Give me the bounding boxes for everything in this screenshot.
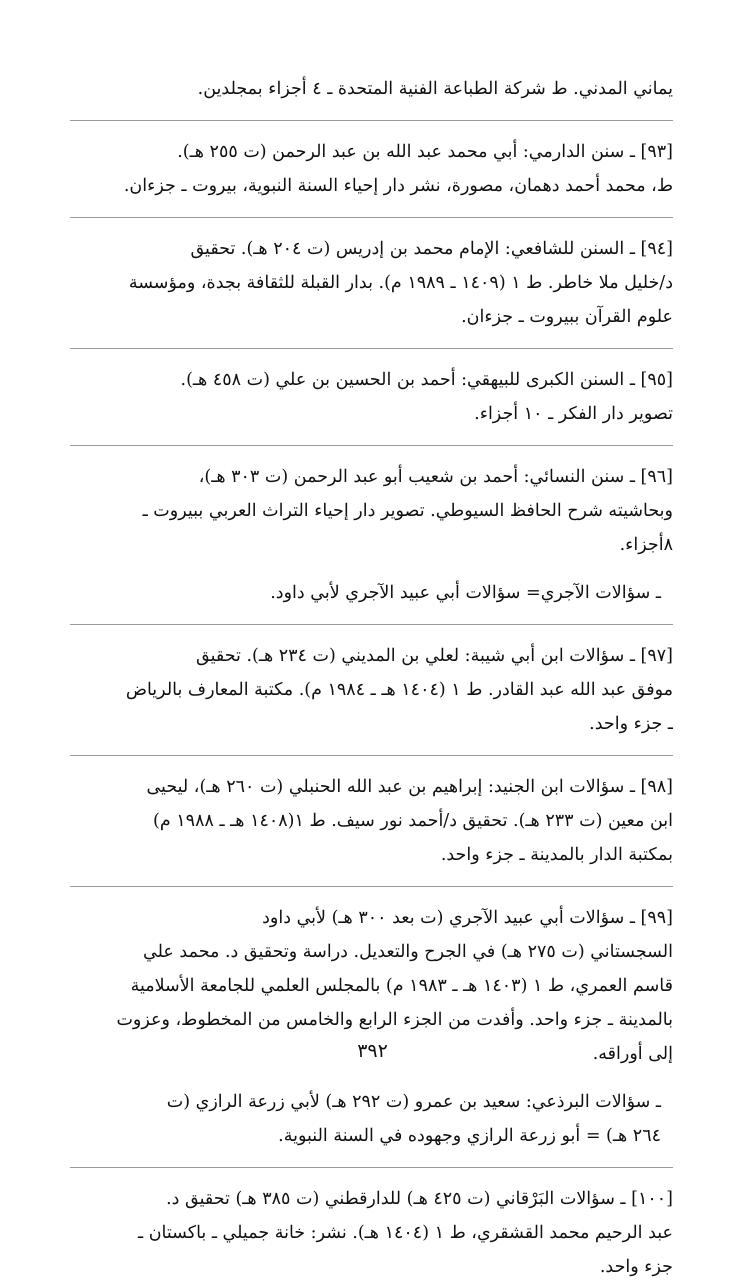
entry-line: [٩٥] ـ السنن الكبرى للبيهقي: أحمد بن الحسين بن علي (ت ٤٥٨ هـ). xyxy=(180,370,673,390)
entry-line: [٩٨] ـ سؤالات ابن الجنيد: إبراهيم بن عبد الله الحنبلي (ت ٢٦٠ هـ)، ليحيى xyxy=(146,777,673,797)
entry-divider xyxy=(70,1167,673,1168)
entry-line: [٩٤] ـ السنن للشافعي: الإمام محمد بن إدريس (ت ٢٠٤ هـ). تحقيق xyxy=(190,239,673,259)
bibliography-entry xyxy=(70,770,673,872)
bibliography-entry xyxy=(70,1182,673,1284)
entry-line: يماني المدني. ط شركة الطباعة الفنية المتحدة ـ ٤ أجزاء بمجلدين. xyxy=(197,79,673,99)
entry-line: [٩٦] ـ سنن النسائي: أحمد بن شعيب أبو عبد الرحمن (ت ٣٠٣ هـ)، xyxy=(198,467,673,487)
entry-line: [١٠٠] ـ سؤالات البَرْقاني (ت ٤٢٥ هـ) للدارقطني (ت ٣٨٥ هـ) تحقيق د. xyxy=(166,1189,673,1209)
entry-divider xyxy=(70,445,673,446)
entry-line: ٢٦٤ هـ) = أبو زرعة الرازي وجهوده في السنة النبوية. xyxy=(278,1126,661,1146)
cross-reference-entry xyxy=(70,576,673,610)
entry-line: [٩٣] ـ سنن الدارمي: أبي محمد عبد الله بن عبد الرحمن (ت ٢٥٥ هـ). xyxy=(177,142,673,162)
entry-line: جزء واحد. xyxy=(599,1257,673,1277)
entry-line: ٨أجزاء. xyxy=(619,535,673,555)
entry-divider xyxy=(70,624,673,625)
entry-line: ـ سؤالات البرذعي: سعيد بن عمرو (ت ٢٩٢ هـ) لأبي زرعة الرازي (ت xyxy=(166,1092,661,1112)
entry-divider xyxy=(70,120,673,121)
entry-line: قاسم العمري، ط ١ (١٤٠٣ هـ ـ ١٩٨٣ م) بالمجلس العلمي للجامعة الأسلامية xyxy=(130,976,673,996)
entry-divider xyxy=(70,348,673,349)
bibliography-entry xyxy=(70,460,673,562)
bibliography-entry xyxy=(70,363,673,431)
bibliography-list xyxy=(70,72,673,1284)
entry-line: [٩٧] ـ سؤالات ابن أبي شيبة: لعلي بن المديني (ت ٢٣٤ هـ). تحقيق xyxy=(196,646,673,666)
page-number: ٣٩٢ xyxy=(357,1040,388,1062)
entry-divider xyxy=(70,886,673,887)
entry-line: ـ جزء واحد. xyxy=(589,714,673,734)
entry-line: [٩٩] ـ سؤالات أبي عبيد الآجري (ت بعد ٣٠٠ هـ) لأبي داود xyxy=(262,908,673,928)
entry-line: تصوير دار الفكر ـ ١٠ أجزاء. xyxy=(474,404,673,424)
entry-line: ط، محمد أحمد دهمان، مصورة، نشر دار إحياء السنة النبوية، بيروت ـ جزءان. xyxy=(123,176,673,196)
bibliography-entry xyxy=(70,639,673,741)
entry-divider xyxy=(70,217,673,218)
entry-line: موفق عبد الله عبد القادر. ط ١ (١٤٠٤ هـ ـ ١٩٨٤ م). مكتبة المعارف بالرياض xyxy=(125,680,673,700)
entry-line: السجستاني (ت ٢٧٥ هـ) في الجرح والتعديل. دراسة وتحقيق د. محمد علي xyxy=(143,942,673,962)
entry-line: ـ سؤالات الآجري= سؤالات أبي عبيد الآجري لأبي داود. xyxy=(270,583,661,603)
bibliography-entry xyxy=(70,135,673,203)
entry-line: عبد الرحيم محمد القشقري، ط ١ (١٤٠٤ هـ). نشر: خانة جميلي ـ باكستان ـ xyxy=(138,1223,673,1243)
entry-line: علوم القرآن ببيروت ـ جزءان. xyxy=(461,307,673,327)
entry-line: وبحاشيته شرح الحافظ السيوطي. تصوير دار إحياء التراث العربي ببيروت ـ xyxy=(142,501,673,521)
bibliography-entry xyxy=(70,232,673,334)
cross-reference-entry xyxy=(70,1085,673,1153)
entry-line: د/خليل ملا خاطر. ط ١ (١٤٠٩ ـ ١٩٨٩ م). بدار القبلة للثقافة بجدة، ومؤسسة xyxy=(128,273,673,293)
bibliography-entry xyxy=(70,72,673,106)
entry-line: بمكتبة الدار بالمدينة ـ جزء واحد. xyxy=(440,845,673,865)
entry-line: ابن معين (ت ٢٣٣ هـ). تحقيق د/أحمد نور سيف. ط ١(١٤٠٨ هـ ـ ١٩٨٨ م) xyxy=(153,811,673,831)
entry-line: إلى أوراقه. xyxy=(592,1044,673,1064)
entry-divider xyxy=(70,755,673,756)
entry-line: بالمدينة ـ جزء واحد. وأفدت من الجزء الرابع والخامس من المخطوط، وعزوت xyxy=(116,1010,673,1030)
